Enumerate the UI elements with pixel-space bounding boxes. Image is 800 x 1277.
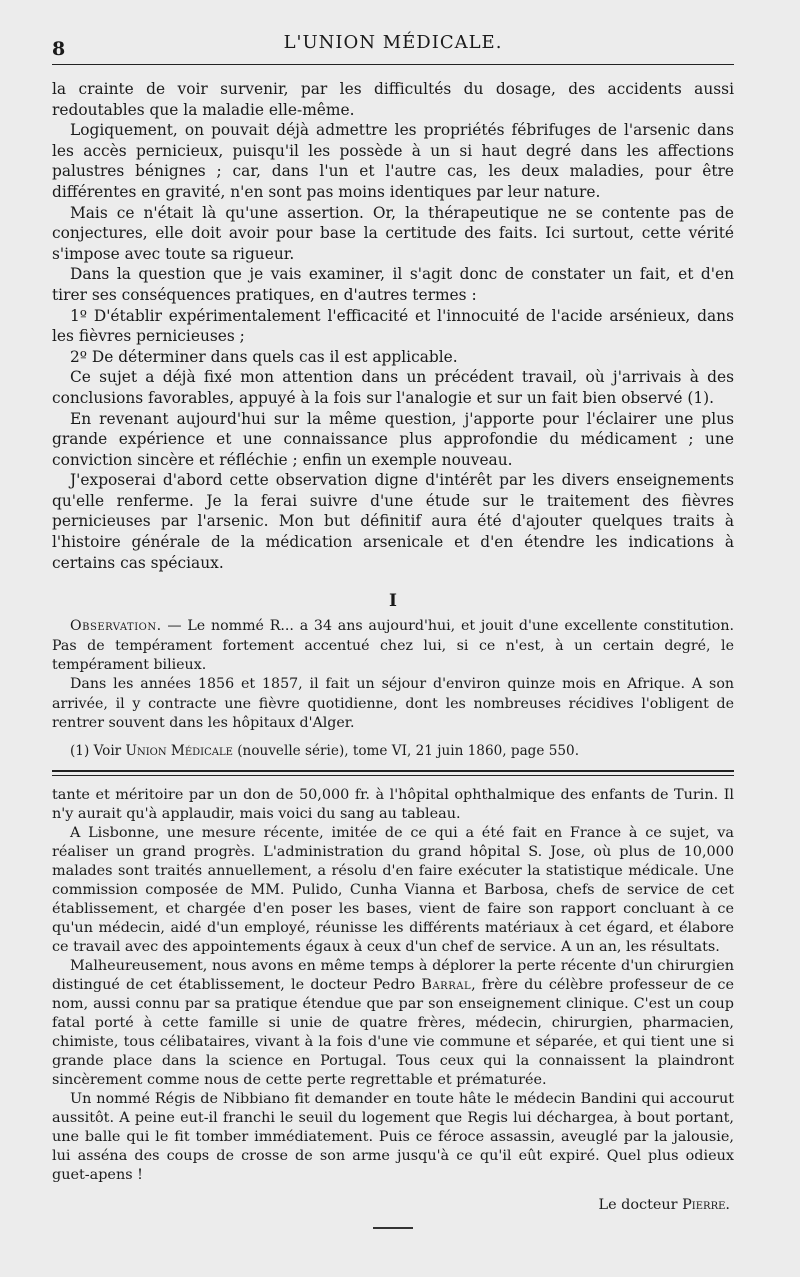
feuilleton [52, 786, 734, 1185]
footnote-pre: (1) Voir [70, 742, 126, 759]
paragraph: J'exposerai d'abord cette observation digne d'intérêt par les divers enseignements qu'elle renferme. Je la ferai suivre d'une étude sur le traitement des fièvres pernicieuses par l'arsenic. Mon but définitif aura été d'ajouter quelques traits à l'histoire générale de la médication arsenicale et d'en étendre les indications à certains cas spéciaux. [52, 471, 734, 572]
observation-label: Observation. [70, 618, 162, 635]
paragraph: la crainte de voir survenir, par les difficultés du dosage, des accidents aussi redoutables que la maladie elle-même. [52, 80, 734, 119]
feuilleton-text: , frère du célèbre professeur de ce nom, aussi connu par sa pratique étendue que par son enseignement clinique. C'est un coup fatal porté à cette famille si unie de quatre frères, médecin, chirurgien, pharmacien, chimiste, tous célibataires, vivant à la fois d'une vie commune et séparée, et qui tient une si grande place dans la science en Portugal. Tous ceux qui la connaissent la plaindront sincèrement comme nous de cette perte regrettable et prématurée. [52, 976, 734, 1088]
paragraph: Dans la question que je vais examiner, il s'agit donc de constater un fait, et d'en tirer ses conséquences pratiques, en d'autres termes : [52, 265, 734, 304]
paragraph: En revenant aujourd'hui sur la même question, j'apporte pour l'éclairer une plus grande expérience et une connaissance plus approfondie du médicament ; une conviction sincère et réfléchie ; enfin un exemple nouveau. [52, 409, 734, 469]
feuilleton-paragraph: A Lisbonne, une mesure récente, imitée de ce qui a été fait en France à ce sujet, va réaliser un grand progrès. L'administration du grand hôpital S. Jose, où plus de 10,000 malades sont traités annuellement, a résolu d'en faire exécuter la statistique médicale. Une commission composée de MM. Pulido, Cunha Vianna et Barbosa, chefs de service de cet établissement, et chargée d'en poser les bases, vient de faire son rapport concluant à ce qu'un médecin, aidé d'un employé, réunisse les différents matériaux à cet égard, et élabore ce travail avec des appointements égaux à ceux d'un chef de service. A un an, les résultats. [52, 824, 734, 955]
running-head: L'UNION MÉDICALE. [283, 32, 503, 53]
footnote-post: (nouvelle série), tome VI, 21 juin 1860, page 550. [232, 742, 580, 759]
person-name: Barral [421, 976, 472, 993]
footnote [52, 742, 734, 760]
feuilleton-paragraph [52, 957, 734, 1090]
feuilleton-paragraph: tante et méritoire par un don de 50,000 fr. à l'hôpital ophthalmique des enfants de Turin. Il n'y aurait qu'à applaudir, mais voici du sang au tableau. [52, 786, 734, 822]
feuilleton-separator [52, 770, 734, 776]
feuilleton-paragraph: Un nommé Régis de Nibbiano fit demander en toute hâte le médecin Bandini qui accourut aussitôt. A peine eut-il franchi le seuil du logement que Regis lui déchargea, à bout portant, une balle qui le fit tomber immédiatement. Puis ce féroce assassin, aveuglé par la jalousie, lui asséna des coups de crosse de son arme jusqu'à ce qu'il eût expiré. Quel plus odieux guet-apens ! [52, 1090, 734, 1183]
feuilleton-text: Malheureusement, nous avons en même temps à déplorer la perte récente d'un chirurgien distingué de cet établissement, le docteur Pedro [52, 957, 734, 993]
page-header [52, 28, 734, 65]
signature [52, 1197, 734, 1213]
end-rule [373, 1227, 413, 1229]
list-item: 1º D'établir expérimentalement l'efficacité et l'innocuité de l'acide arsénieux, dans les fièvres pernicieuses ; [52, 306, 734, 346]
observation [52, 617, 734, 733]
list-item: 2º De déterminer dans quels cas il est applicable. [70, 347, 458, 366]
paragraph: Logiquement, on pouvait déjà admettre les propriétés fébrifuges de l'arsenic dans les accès pernicieux, puisqu'il les possède à un si haut degré dans les affections palustres bénignes ; car, dans l'un et l'autre cas, les deux maladies, pour être différentes en gravité, n'en sont pas moins identiques par leur nature. [52, 121, 734, 201]
paragraph: Mais ce n'était là qu'une assertion. Or, la thérapeutique ne se contente pas de conjectures, elle doit avoir pour base la certitude des faits. Ici surtout, cette vérité s'impose avec toute sa rigueur. [52, 203, 734, 263]
observation-paragraph: Dans les années 1856 et 1857, il fait un séjour d'environ quinze mois en Afrique. A son arrivée, il y contracte une fièvre quotidienne, dont les nombreuses récidives l'obligent de rentrer souvent dans les hôpitaux d'Alger. [52, 676, 734, 732]
observation-paragraph [52, 617, 734, 675]
signature-pre: Le docteur [598, 1196, 683, 1213]
signature-name: Pierre [682, 1196, 726, 1213]
observation-text: — Le nommé R... a 34 ans aujourd'hui, et jouit d'une excellente constitution. Pas de tempérament fortement accentué chez lui, si ce n'est, à un certain degré, le tempérament bilieux. [52, 618, 734, 674]
signature-post: . [725, 1196, 730, 1213]
paragraph: Ce sujet a déjà fixé mon attention dans un précédent travail, où j'arrivais à des conclusions favorables, appuyé à la fois sur l'analogie et sur un fait bien observé (1). [52, 368, 734, 407]
footnote-journal: Union Médicale [125, 742, 233, 759]
page-number: 8 [52, 38, 66, 60]
main-text [52, 79, 734, 573]
section-number: I [389, 591, 397, 612]
